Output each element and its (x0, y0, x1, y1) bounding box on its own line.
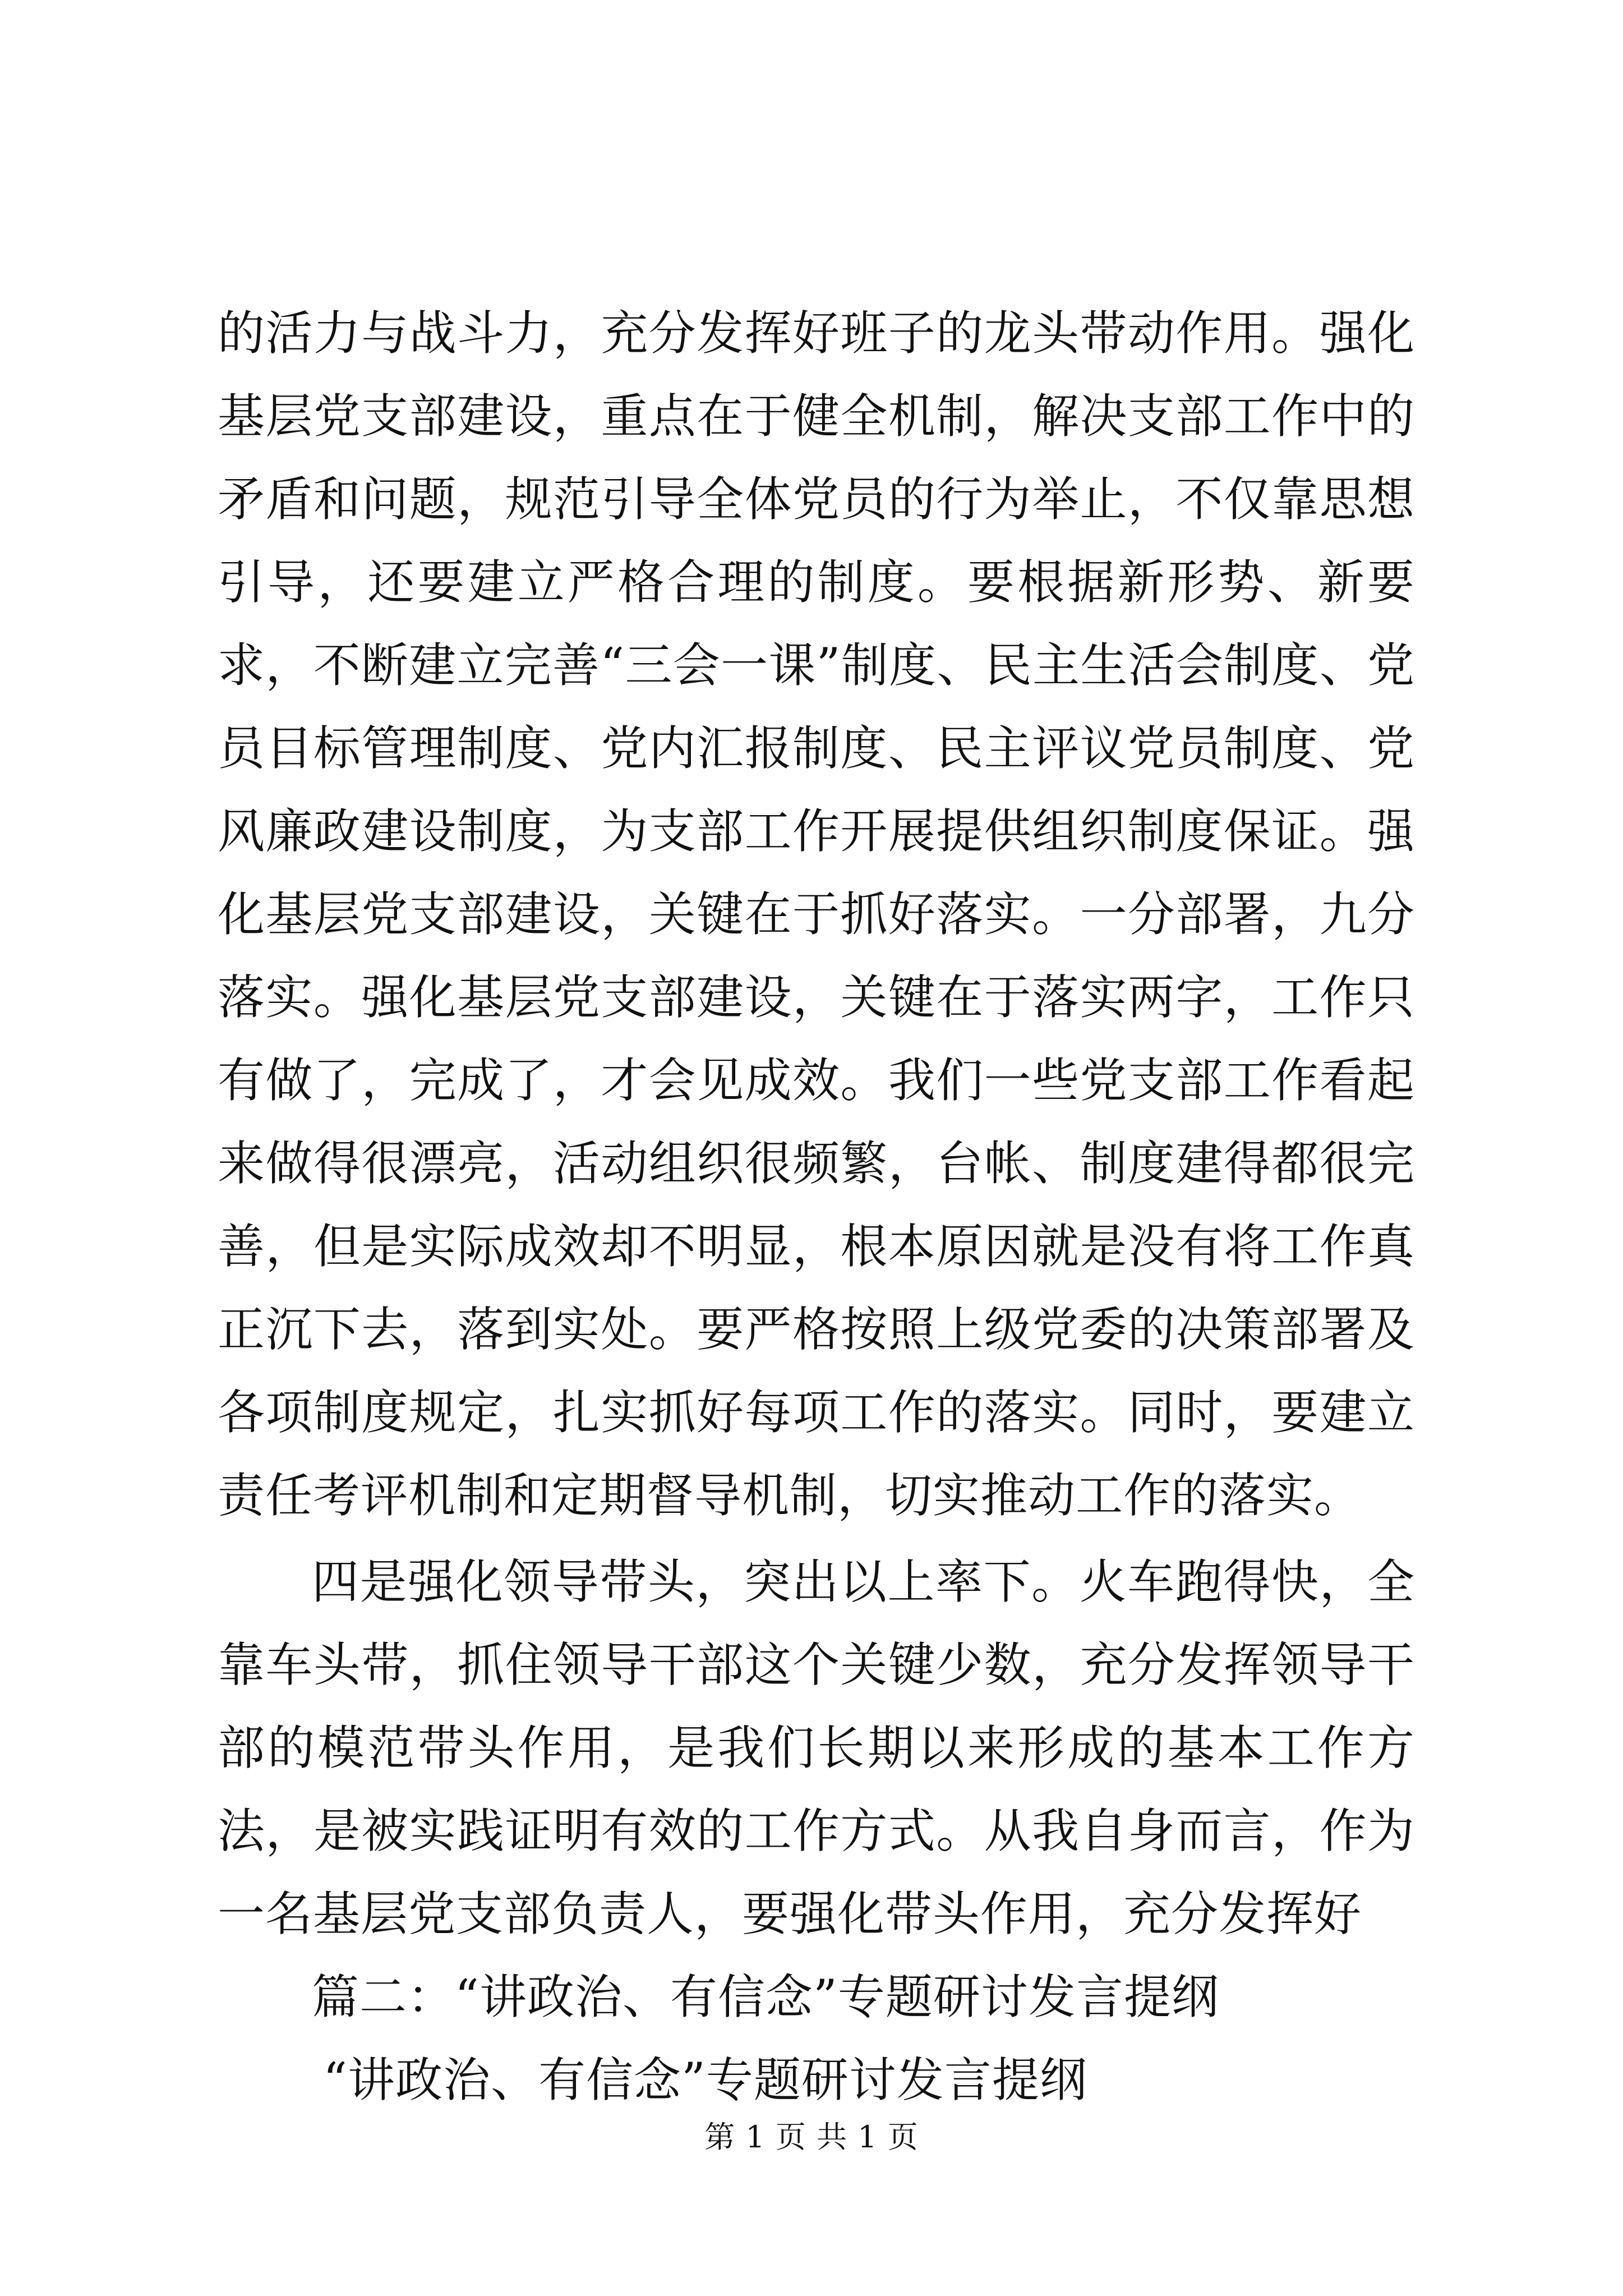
section-heading: 篇二：“讲政治、有信念”专题研讨发言提纲 (312, 1970, 1219, 2024)
document-body (218, 292, 1415, 2122)
body-paragraph-four: 四是强化领导带头，突出以上率下。火车跑得快，全靠车头带，抓住领导干部这个关键少数，充分发挥领导干部的模范带头作用，是我们长期以来形成的基本工作方法，是被实践证明有效的工作方式。从我自身而言，作为一名基层党支部负责人，要强化带头作用，充分发挥好 (218, 1554, 1415, 1941)
body-paragraph-continuation: 的活力与战斗力，充分发挥好班子的龙头带动作用。强化基层党支部建设，重点在于健全机制，解决支部工作中的矛盾和问题，规范引导全体党员的行为举止，不仅靠思想引导，还要建立严格合理的制度。要根据新形势、新要求，不断建立完善“三会一课”制度、民主生活会制度、党员目标管理制度、党内汇报制度、民主评议党员制度、党风廉政建设制度，为支部工作开展提供组织制度保证。强化基层党支部建设，关键在于抓好落实。一分部署，九分落实。强化基层党支部建设，关键在于落实两字，工作只有做了，完成了，才会见成效。我们一些党支部工作看起来做得很漂亮，活动组织很频繁，台帐、制度建得都很完善，但是实际成效却不明显，根本原因就是没有将工作真正沉下去，落到实处。要严格按照上级党委的决策部署及各项制度规定，扎实抓好每项工作的落实。同时，要建立责任考评机制和定期督导机制，切实推动工作的落实。 (218, 306, 1415, 1523)
sub-heading: “讲政治、有信念”专题研讨发言提纲 (323, 2053, 1087, 2108)
page-footer: 第 1 页 共 1 页 (704, 2119, 919, 2155)
